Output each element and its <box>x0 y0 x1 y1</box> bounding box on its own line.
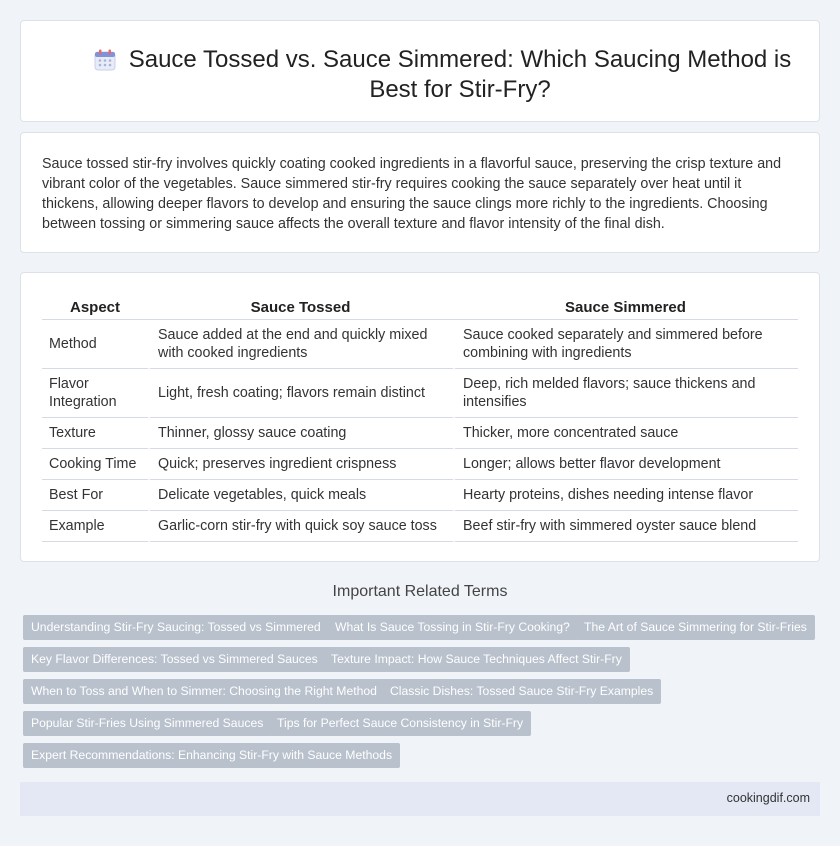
header-aspect: Aspect <box>42 295 148 320</box>
title-card <box>20 20 820 122</box>
header-sauce-simmered: Sauce Simmered <box>453 295 798 320</box>
aspect-cell: Cooking Time <box>42 449 148 480</box>
related-term-tag[interactable]: Key Flavor Differences: Tossed vs Simmered Sauces <box>23 647 326 672</box>
table-row <box>42 480 798 511</box>
aspect-cell: Flavor Integration <box>42 369 148 418</box>
calendar-icon <box>94 49 116 71</box>
related-term-tag[interactable]: What Is Sauce Tossing in Stir-Fry Cooking? <box>327 615 578 640</box>
aspect-cell: Texture <box>42 418 148 449</box>
comparison-table <box>42 295 798 542</box>
tossed-cell: Delicate vegetables, quick meals <box>148 480 453 511</box>
simmered-cell: Beef stir-fry with simmered oyster sauce blend <box>453 511 798 542</box>
related-terms-heading: Important Related Terms <box>332 583 508 600</box>
related-term-tag[interactable]: Popular Stir-Fries Using Simmered Sauces <box>23 711 271 736</box>
table-row <box>42 320 798 369</box>
aspect-cell: Best For <box>42 480 148 511</box>
tossed-cell: Quick; preserves ingredient crispness <box>148 449 453 480</box>
tossed-cell: Sauce added at the end and quickly mixed with cooked ingredients <box>148 320 453 369</box>
simmered-cell: Hearty proteins, dishes needing intense flavor <box>453 480 798 511</box>
table-header-row <box>42 295 798 320</box>
related-term-tag[interactable]: Classic Dishes: Tossed Sauce Stir-Fry Examples <box>382 679 661 704</box>
table-row <box>42 449 798 480</box>
footer <box>20 782 820 816</box>
related-term-tag[interactable]: Expert Recommendations: Enhancing Stir-Fry with Sauce Methods <box>23 743 400 768</box>
simmered-cell: Deep, rich melded flavors; sauce thickens and intensifies <box>453 369 798 418</box>
comparison-card <box>20 272 820 562</box>
simmered-cell: Sauce cooked separately and simmered before combining with ingredients <box>453 320 798 369</box>
intro-paragraph: Sauce tossed stir-fry involves quickly coating cooked ingredients in a flavorful sauce, preserving the crisp texture and vibrant color of the vegetables. Sauce simmered stir-fry requires cooking the sauce separately over heat until it thickens, allowing deeper flavors to develop and ensuring the sauce clings more richly to the ingredients. Choosing between tossing or simmering sauce affects the overall texture and flavor intensity of the final dish. <box>42 156 782 232</box>
related-term-tag[interactable]: Texture Impact: How Sauce Techniques Affect Stir-Fry <box>323 647 630 672</box>
header-sauce-tossed: Sauce Tossed <box>148 295 453 320</box>
simmered-cell: Longer; allows better flavor development <box>453 449 798 480</box>
aspect-cell: Method <box>42 320 148 369</box>
simmered-cell: Thicker, more concentrated sauce <box>453 418 798 449</box>
tossed-cell: Light, fresh coating; flavors remain distinct <box>148 369 453 418</box>
table-row <box>42 418 798 449</box>
related-term-tag[interactable]: Understanding Stir-Fry Saucing: Tossed vs Simmered <box>23 615 329 640</box>
tossed-cell: Garlic-corn stir-fry with quick soy sauce toss <box>148 511 453 542</box>
table-row <box>42 511 798 542</box>
aspect-cell: Example <box>42 511 148 542</box>
page-title: Sauce Tossed vs. Sauce Simmered: Which Saucing Method is Best for Stir-Fry? <box>128 46 792 103</box>
related-term-tag[interactable]: The Art of Sauce Simmering for Stir-Fries <box>576 615 815 640</box>
tossed-cell: Thinner, glossy sauce coating <box>148 418 453 449</box>
related-term-tag[interactable]: When to Toss and When to Simmer: Choosing the Right Method <box>23 679 385 704</box>
table-row <box>42 369 798 418</box>
intro-card <box>20 132 820 253</box>
related-term-tag[interactable]: Tips for Perfect Sauce Consistency in Stir-Fry <box>269 711 531 736</box>
site-name[interactable]: cookingdif.com <box>726 791 810 805</box>
